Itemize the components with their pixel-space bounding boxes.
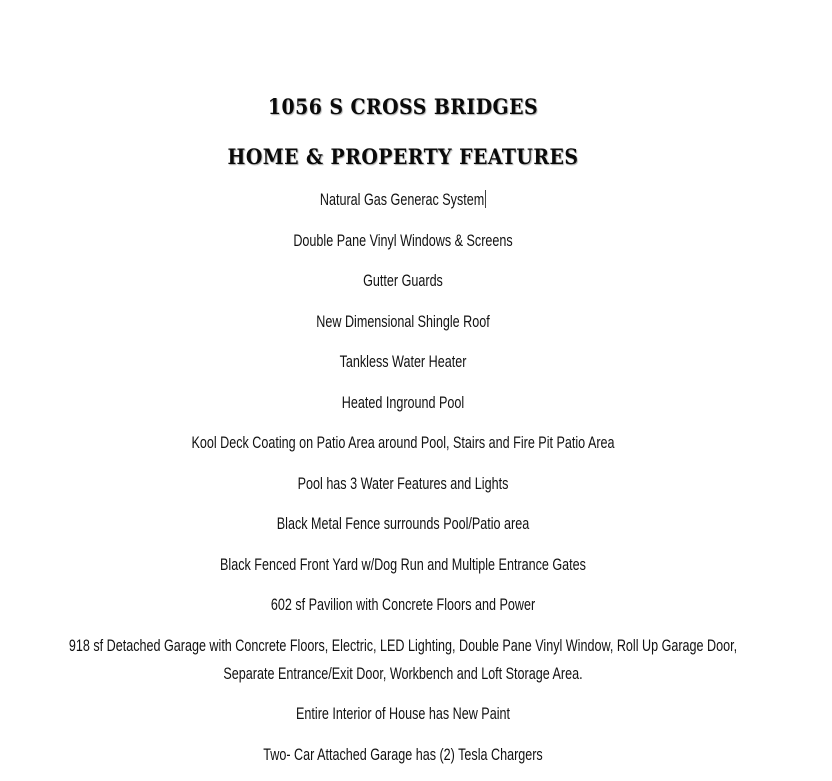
document-content <box>0 94 832 781</box>
features-list <box>0 186 832 769</box>
feature-paragraph[interactable] <box>33 551 773 579</box>
feature-line[interactable]: Kool Deck Coating on Patio Area around Pool, Stairs and Fire Pit Patio Area <box>191 433 615 452</box>
feature-line[interactable]: Tankless Water Heater <box>339 352 467 371</box>
feature-line[interactable]: 602 sf Pavilion with Concrete Floors and Power <box>270 595 536 614</box>
feature-line[interactable]: 918 sf Detached Garage with Concrete Floors, Electric, LED Lighting, Double Pane Vinyl Window, Roll Up Garage Door, <box>68 635 738 655</box>
feature-paragraph[interactable] <box>33 429 773 457</box>
feature-paragraph[interactable] <box>33 267 773 295</box>
feature-line[interactable]: Double Pane Vinyl Windows & Screens <box>293 230 513 250</box>
feature-line[interactable]: Black Fenced Front Yard w/Dog Run and Multiple Entrance Gates <box>220 554 586 574</box>
feature-paragraph[interactable] <box>33 389 773 417</box>
feature-paragraph[interactable] <box>33 186 773 214</box>
feature-paragraph[interactable] <box>33 741 773 769</box>
feature-paragraph[interactable] <box>33 227 773 255</box>
feature-line[interactable]: Pool has 3 Water Features and Lights <box>297 473 509 493</box>
feature-line[interactable]: New Dimensional Shingle Roof <box>316 311 490 331</box>
feature-line[interactable]: Natural Gas Generac System <box>319 190 485 209</box>
feature-paragraph[interactable] <box>33 348 773 376</box>
feature-paragraph[interactable] <box>33 308 773 336</box>
page-title[interactable]: 1056 S CROSS BRIDGES <box>267 94 539 119</box>
feature-paragraph[interactable] <box>33 470 773 498</box>
feature-line[interactable]: Heated Inground Pool <box>341 392 465 412</box>
feature-line[interactable]: Gutter Guards <box>363 271 443 290</box>
feature-paragraph[interactable] <box>33 632 773 688</box>
feature-paragraph[interactable] <box>33 700 773 728</box>
feature-line[interactable]: Entire Interior of House has New Paint <box>296 704 510 723</box>
feature-line[interactable]: Two- Car Attached Garage has (2) Tesla Chargers <box>263 744 543 764</box>
feature-paragraph[interactable] <box>33 591 773 619</box>
text-cursor-caret <box>485 190 486 208</box>
page-subtitle[interactable]: HOME & PROPERTY FEATURES <box>227 144 579 169</box>
feature-paragraph[interactable] <box>33 510 773 538</box>
feature-line[interactable]: Separate Entrance/Exit Door, Workbench and Loft Storage Area. <box>223 663 583 683</box>
feature-line[interactable]: Black Metal Fence surrounds Pool/Patio area <box>276 514 530 533</box>
